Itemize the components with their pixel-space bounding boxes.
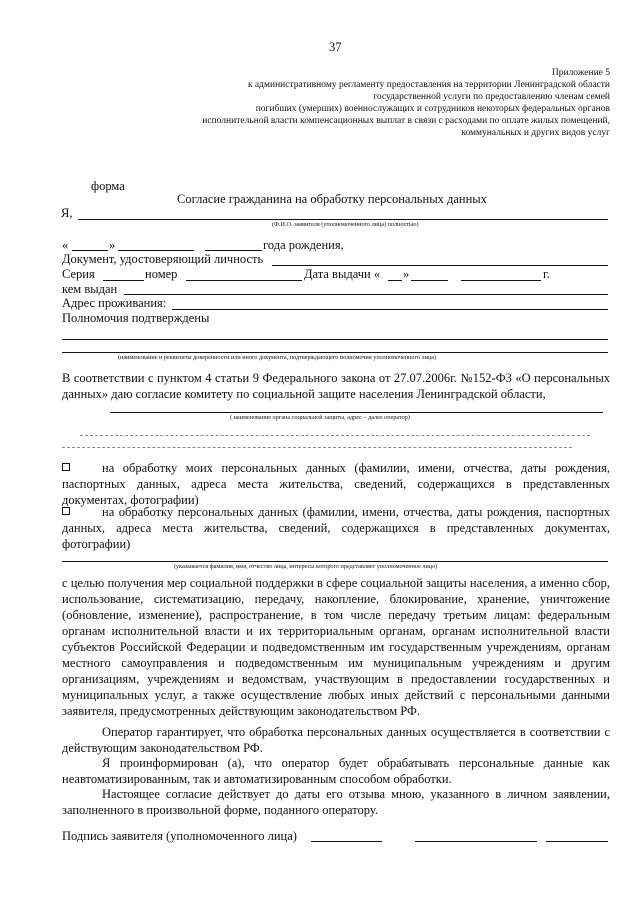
birth-day-field[interactable]	[72, 250, 108, 251]
issued-by-field[interactable]	[124, 294, 608, 295]
document-title: Согласие гражданина на обработку персональных данных	[177, 192, 487, 206]
checkbox-own-data[interactable]	[62, 463, 70, 471]
issued-by-label: кем выдан	[62, 282, 118, 296]
operator-field[interactable]	[110, 412, 603, 413]
series-field[interactable]	[103, 280, 144, 281]
operator-continuation-2[interactable]	[62, 447, 572, 448]
issue-year-field[interactable]	[461, 280, 541, 281]
represented-caption: (указывается фамилия, имя, отчество лица, интересы которого представляет уполномоченное лицо)	[174, 563, 438, 570]
informed-text: Я проинформирован (а), что оператор будет обрабатывать персональные данные как неавтоматизированным, так и автоматизированным способом обработки.	[62, 756, 610, 786]
consent-paragraph	[62, 370, 610, 402]
operator-caption: ( наименование органа социальной защиты, адрес – далее оператор)	[230, 414, 410, 421]
series-label: Серия	[62, 267, 95, 281]
checkbox-represented-data[interactable]	[62, 507, 70, 515]
fio-caption: (Ф.И.О. заявителя (уполномоченного лица) полностью)	[272, 221, 419, 228]
validity-text: Настоящее согласие действует до даты его отзыва мною, указанного в личном заявлении, заполненного в произвольной форме, поданного оператору.	[62, 787, 610, 817]
validity-paragraph	[62, 786, 610, 818]
form-label: форма	[91, 179, 125, 193]
appendix-line: к административному регламенту предоставления на территории Ленинградской области	[247, 80, 610, 90]
purpose-paragraph	[62, 575, 610, 719]
operator-continuation-1[interactable]	[80, 435, 590, 436]
operator-guarantee-text: Оператор гарантирует, что обработка персональных данных осуществляется в соответствии с действующим законодательством РФ.	[62, 725, 610, 755]
number-field[interactable]	[186, 280, 302, 281]
birth-year-field[interactable]	[205, 250, 262, 251]
signature-date-field[interactable]	[546, 841, 608, 842]
option-own-data	[62, 460, 610, 508]
option-represented-data	[62, 504, 610, 552]
page-number: 37	[329, 40, 342, 54]
operator-guarantee-paragraph	[62, 724, 610, 756]
issue-month-field[interactable]	[411, 280, 448, 281]
number-label: номер	[145, 267, 178, 281]
purpose-text: с целью получения мер социальной поддержки в сфере социальной защиты населения, а именно сбор, использование, систематизацию, передачу, накопление, блокирование, хранение, уничтожение (обновление, изменение), распространение, в том числе передачу третьим лицам: федеральным органам исполнительной власти и их территориальным органам, органам исполнительной власти субъектов Российской Федерации и подведомственным им государственным учреждениям, органам местного самоуправления и подведомственным им муниципальным учреждениям и другим организациям, учреждениям и ведомствам, участвующим в предоставлении государственных и муниципальных услуг, а также осуществление любых иных действий с персональными данными заявителя, предусмотренных действующим законодательством РФ.	[62, 576, 610, 718]
birth-close-quote: »	[109, 238, 116, 252]
authority-field-1[interactable]	[62, 339, 608, 340]
address-field[interactable]	[172, 309, 608, 310]
appendix-line: государственной услуги по предоставлению членам семей	[373, 92, 610, 102]
represented-person-field[interactable]	[62, 561, 608, 562]
issue-close-quote: »	[403, 267, 410, 281]
birth-suffix: года рождения,	[263, 238, 344, 252]
birth-month-field[interactable]	[118, 250, 194, 251]
address-label: Адрес проживания:	[62, 296, 167, 310]
authority-caption: (наименование и реквизиты доверенности или иного документа, подтверждающего полномочия уполномоченного лица)	[118, 354, 437, 361]
appendix-title: Приложение 5	[551, 68, 610, 78]
authority-field-2[interactable]	[62, 352, 608, 353]
ya-label: Я,	[61, 206, 73, 220]
birth-open-quote: «	[62, 238, 69, 252]
issue-date-label: Дата выдачи «	[304, 267, 381, 281]
appendix-line: коммунальных и других видов услуг	[461, 128, 610, 138]
option-represented-data-text: на обработку персональных данных (фамилии, имени, отчества, даты рождения, паспортных данных, адреса места жительства, сведений, содержащихся в представленных документах, фотографии)	[62, 505, 610, 551]
consent-text: В соответствии с пунктом 4 статьи 9 Федерального закона от 27.07.2006г. №152-ФЗ «О персональных данных» даю согласие комитету по социальной защите населения Ленинградской области,	[62, 371, 610, 401]
id-document-label: Документ, удостоверяющий личность	[62, 252, 264, 266]
informed-paragraph	[62, 755, 610, 787]
signature-name-field[interactable]	[415, 841, 537, 842]
id-document-field[interactable]	[272, 265, 608, 266]
option-own-data-text: на обработку моих персональных данных (фамилии, имени, отчества, даты рождения, паспортных данных, адреса места жительства, сведений, содержащихся в представленных документах, фотографии)	[62, 461, 610, 507]
appendix-line: погибших (умерших) военнослужащих и сотрудников некоторых федеральных органов	[255, 104, 610, 114]
year-suffix: г.	[543, 267, 550, 281]
signature-label: Подпись заявителя (уполномоченного лица)	[62, 829, 297, 843]
fio-field[interactable]	[78, 219, 608, 220]
signature-field[interactable]	[311, 841, 382, 842]
appendix-line: исполнительной власти компенсационных выплат в связи с расходами по оплате жилых помещений,	[202, 116, 610, 126]
issue-day-field[interactable]	[388, 280, 402, 281]
authority-label: Полномочия подтверждены	[62, 311, 210, 325]
